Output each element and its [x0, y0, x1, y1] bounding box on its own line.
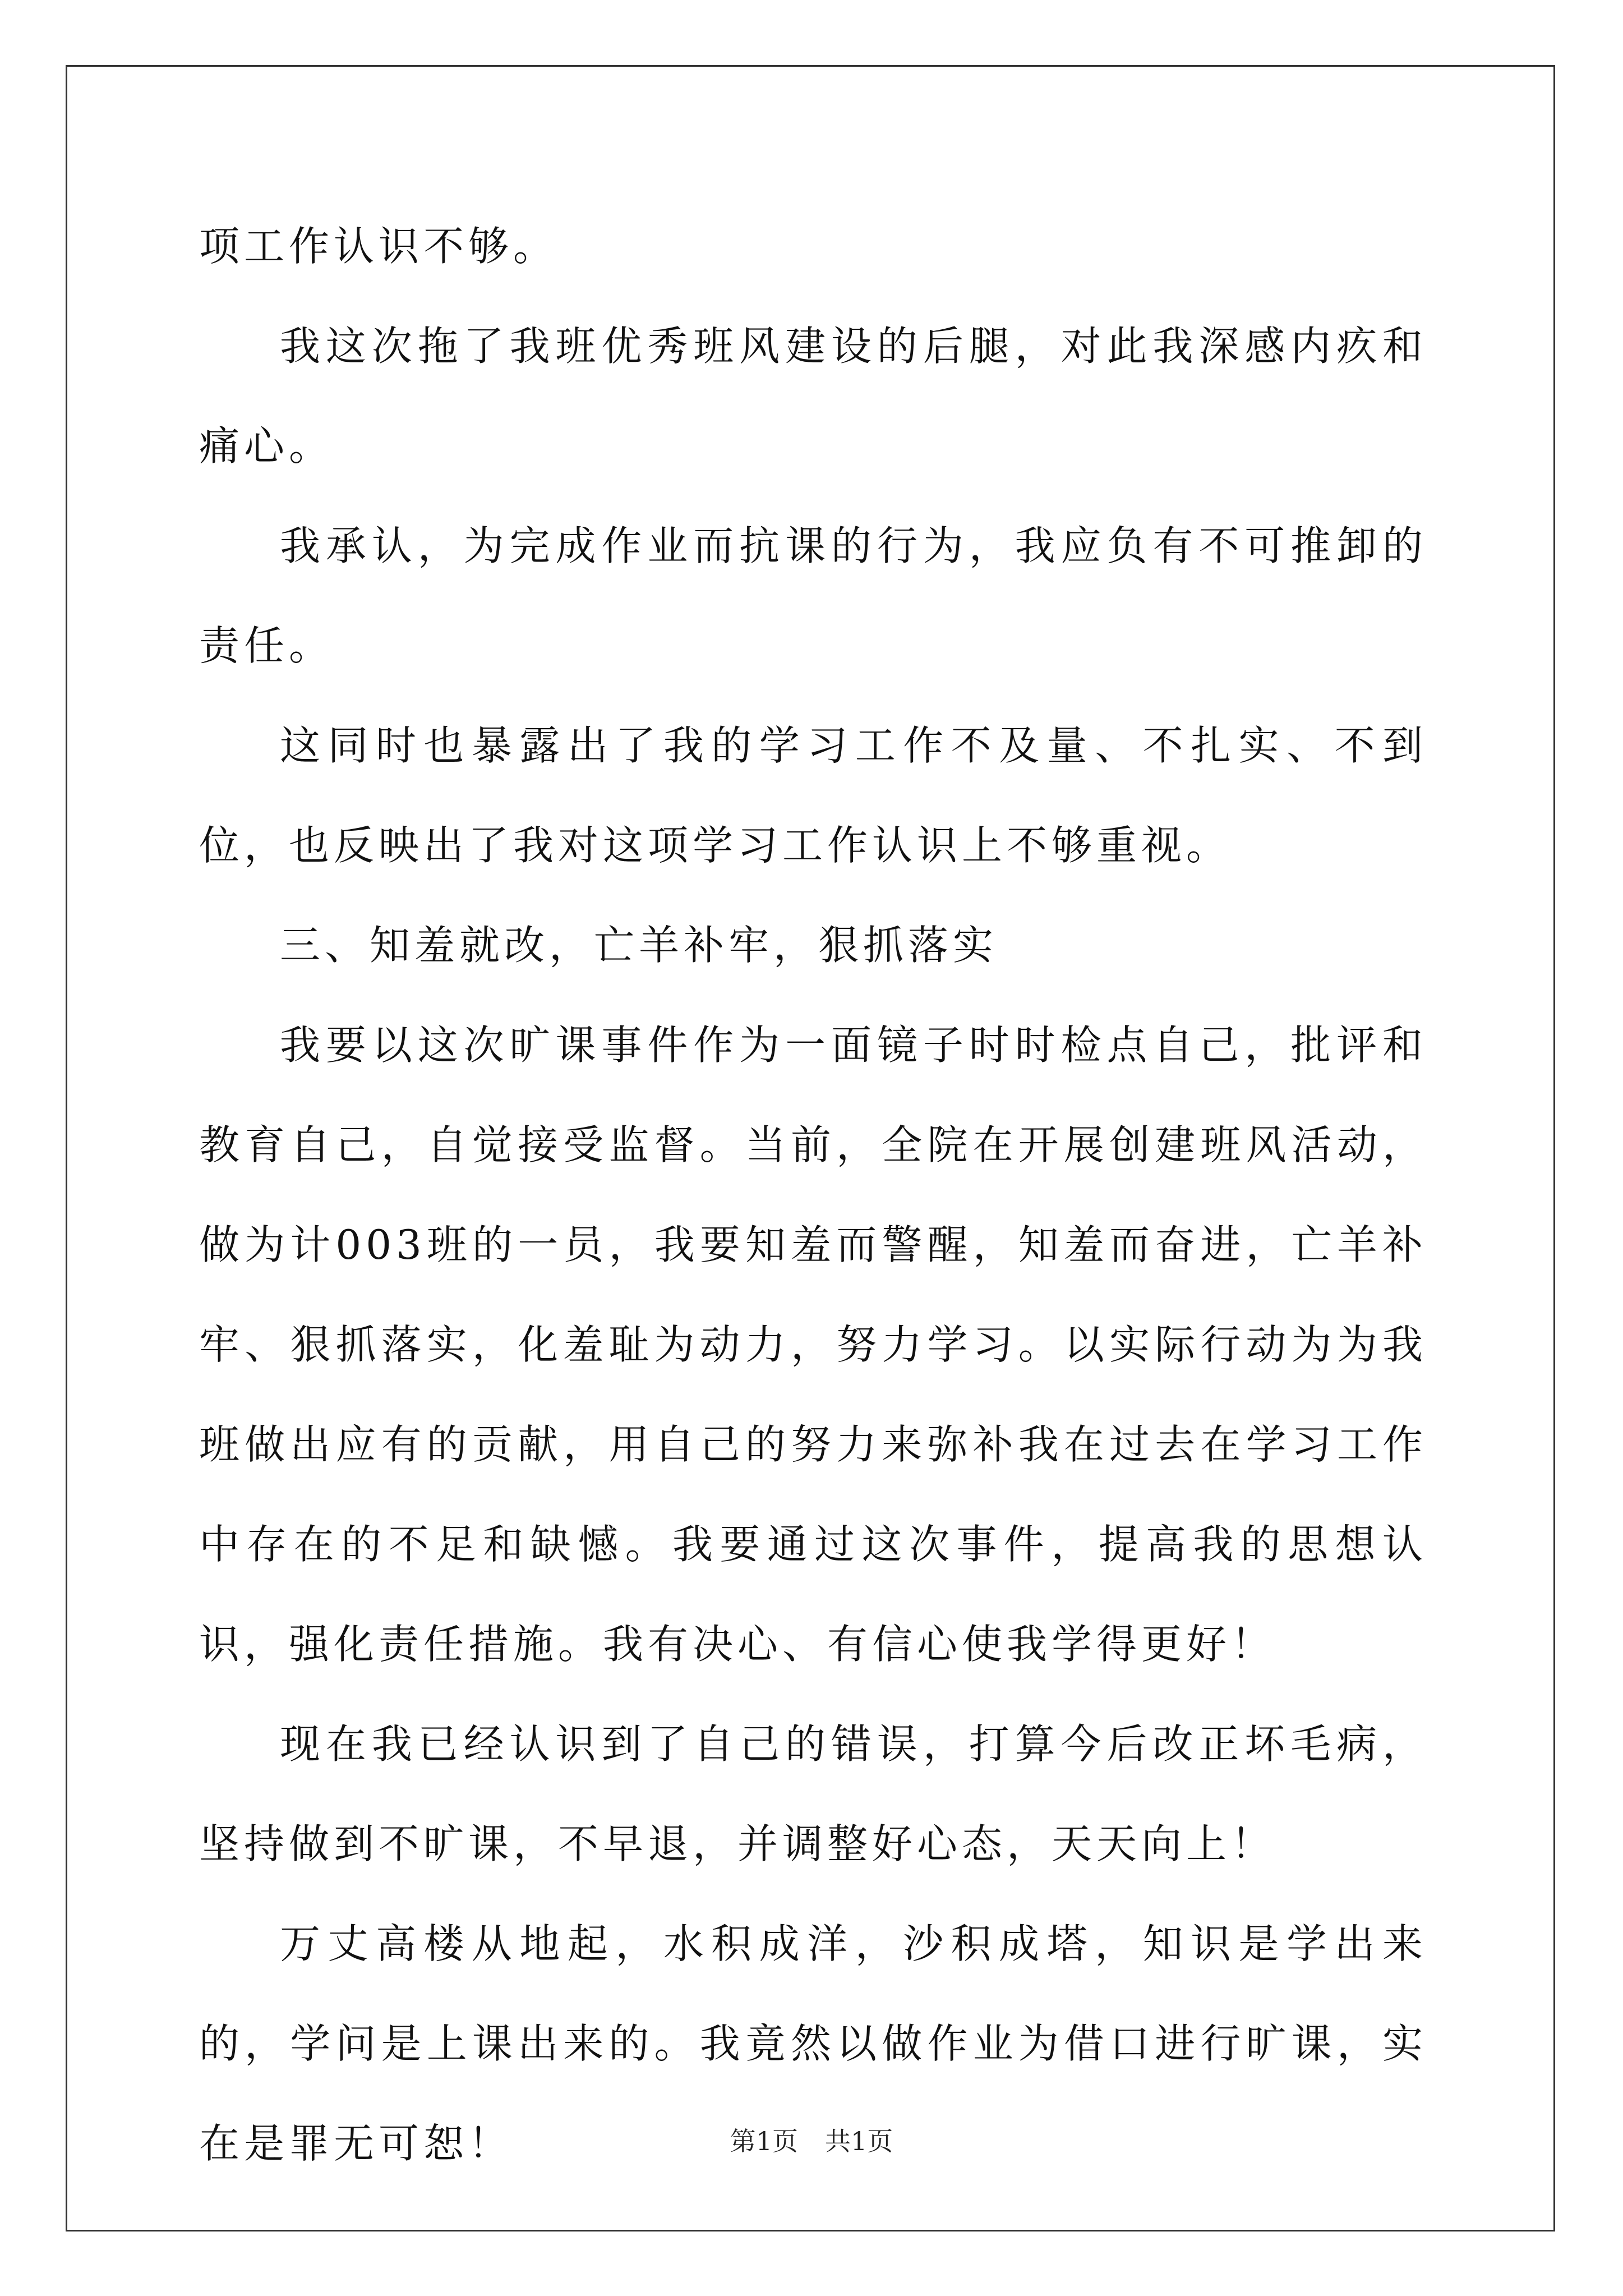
- paragraph-7: 现在我已经认识到了自己的错误，打算今后改正坏毛病，坚持做到不旷课，不早退，并调整好心态，天天向上！: [199, 1720, 1427, 1867]
- paragraph-1: 项工作认识不够。: [199, 223, 559, 270]
- paragraph-3: 我承认，为完成作业而抗课的行为，我应负有不可推卸的责任。: [199, 522, 1427, 669]
- page-footer: [0, 2124, 1623, 2158]
- paragraph-8: 万丈高楼从地起，水积成洋，沙积成塔，知识是学出来的，学问是上课出来的。我竟然以做作业为借口进行旷课，实在是罪无可恕！: [199, 1920, 1427, 2167]
- page-number-total: 共1页: [825, 2126, 893, 2156]
- document-body: [199, 196, 1427, 2193]
- paragraph-6: 我要以这次旷课事件作为一面镜子时时检点自己，批评和教育自己，自觉接受监督。当前，全院在开展创建班风活动，做为计003班的一员，我要知羞而警醒，知羞而奋进，亡羊补牢、狠抓落实，化羞耻为动力，努力学习。以实际行动为为我班做出应有的贡献，用自己的努力来弥补我在过去在学习工作中存在的不足和缺憾。我要通过这次事件，提高我的思想认识，强化责任措施。我有决心、有信心使我学得更好！: [199, 1022, 1427, 1668]
- paragraph-4: 这同时也暴露出了我的学习工作不及量、不扎实、不到位，也反映出了我对这项学习工作认识上不够重视。: [199, 722, 1427, 869]
- page-number-current: 第1页: [730, 2126, 798, 2156]
- paragraph-2: 我这次拖了我班优秀班风建设的后腿，对此我深感内疚和痛心。: [199, 323, 1427, 470]
- section-heading: 三、知羞就改，亡羊补牢，狠抓落实: [280, 922, 998, 969]
